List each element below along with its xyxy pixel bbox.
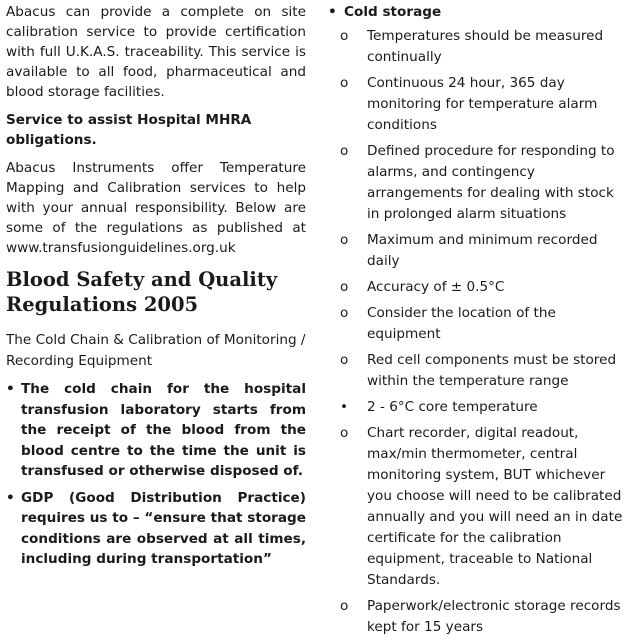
bullet-marker: • — [6, 381, 15, 398]
left-column — [6, 0, 306, 576]
list-item — [328, 350, 626, 392]
list-item — [328, 230, 626, 272]
list-item-text: Paperwork/electronic storage records kept for 15 years — [367, 598, 621, 635]
list-item — [6, 488, 306, 570]
list-item — [6, 379, 306, 482]
list-item-text: Red cell components must be stored within the temperature range — [367, 352, 617, 389]
bullet-marker: • — [328, 4, 337, 20]
list-item-text: GDP (Good Distribution Practice) requires us to – “ensure that storage conditions are observed at all times, including during transportation” — [21, 489, 306, 568]
list-item — [328, 141, 626, 225]
list-item-text: Accuracy of ± 0.5°C — [367, 279, 505, 295]
cold-storage-heading-text: Cold storage — [344, 4, 442, 20]
cold-storage-list — [328, 26, 626, 638]
list-marker: o — [340, 305, 349, 321]
list-item-text: Consider the location of the equipment — [367, 305, 556, 342]
right-column — [328, 0, 626, 643]
cold-chain-heading: The Cold Chain & Calibration of Monitoring / Recording Equipment — [6, 332, 306, 369]
list-item — [328, 73, 626, 136]
list-item-text: Chart recorder, digital readout, max/min thermometer, central monitoring system, BUT whichever you choose will need to be calibrated annually and you will need an in date certificate for the calibration equipment, traceable to National Standards. — [367, 425, 623, 588]
list-marker: o — [340, 232, 349, 248]
list-marker: o — [340, 279, 349, 295]
list-marker: o — [340, 598, 349, 614]
list-item — [328, 397, 626, 418]
list-item — [328, 596, 626, 638]
list-item-text: The cold chain for the hospital transfusion laboratory starts from the receipt of the blood from the blood centre to the time the unit is transfused or otherwise disposed of. — [21, 381, 306, 480]
list-marker: o — [340, 143, 349, 159]
section-title: Blood Safety and Quality Regulations 2005 — [6, 268, 278, 316]
regulations-paragraph: Abacus Instruments offer Temperature Mapping and Calibration services to help with your annual responsibility. Below are some of the regulations as published at www.transfusionguidelines.org.uk — [6, 160, 306, 256]
service-heading: Service to assist Hospital MHRA obligations. — [6, 112, 252, 148]
intro-paragraph: Abacus can provide a complete on site calibration service to provide certification with full U.K.A.S. traceability. This service is available to all food, pharmaceutical and blood storage facilities. — [6, 4, 306, 100]
list-marker: o — [340, 352, 349, 368]
list-item — [328, 26, 626, 68]
list-item-text: Continuous 24 hour, 365 day monitoring for temperature alarm conditions — [367, 75, 598, 133]
left-bullet-list — [6, 379, 306, 570]
list-marker: o — [340, 75, 349, 91]
list-item-text: Maximum and minimum recorded daily — [367, 232, 598, 269]
cold-storage-heading — [328, 2, 626, 22]
list-item-text: Temperatures should be measured continually — [367, 28, 604, 65]
list-item-text: Defined procedure for responding to alarms, and contingency arrangements for dealing with stock in prolonged alarm situations — [367, 143, 615, 222]
list-item — [328, 277, 626, 298]
list-marker: • — [340, 399, 349, 415]
list-item — [328, 303, 626, 345]
bullet-marker: • — [6, 489, 15, 506]
list-item — [328, 423, 626, 591]
list-item-text: 2 - 6°C core temperature — [367, 399, 538, 415]
list-marker: o — [340, 425, 349, 441]
list-marker: o — [340, 28, 349, 44]
